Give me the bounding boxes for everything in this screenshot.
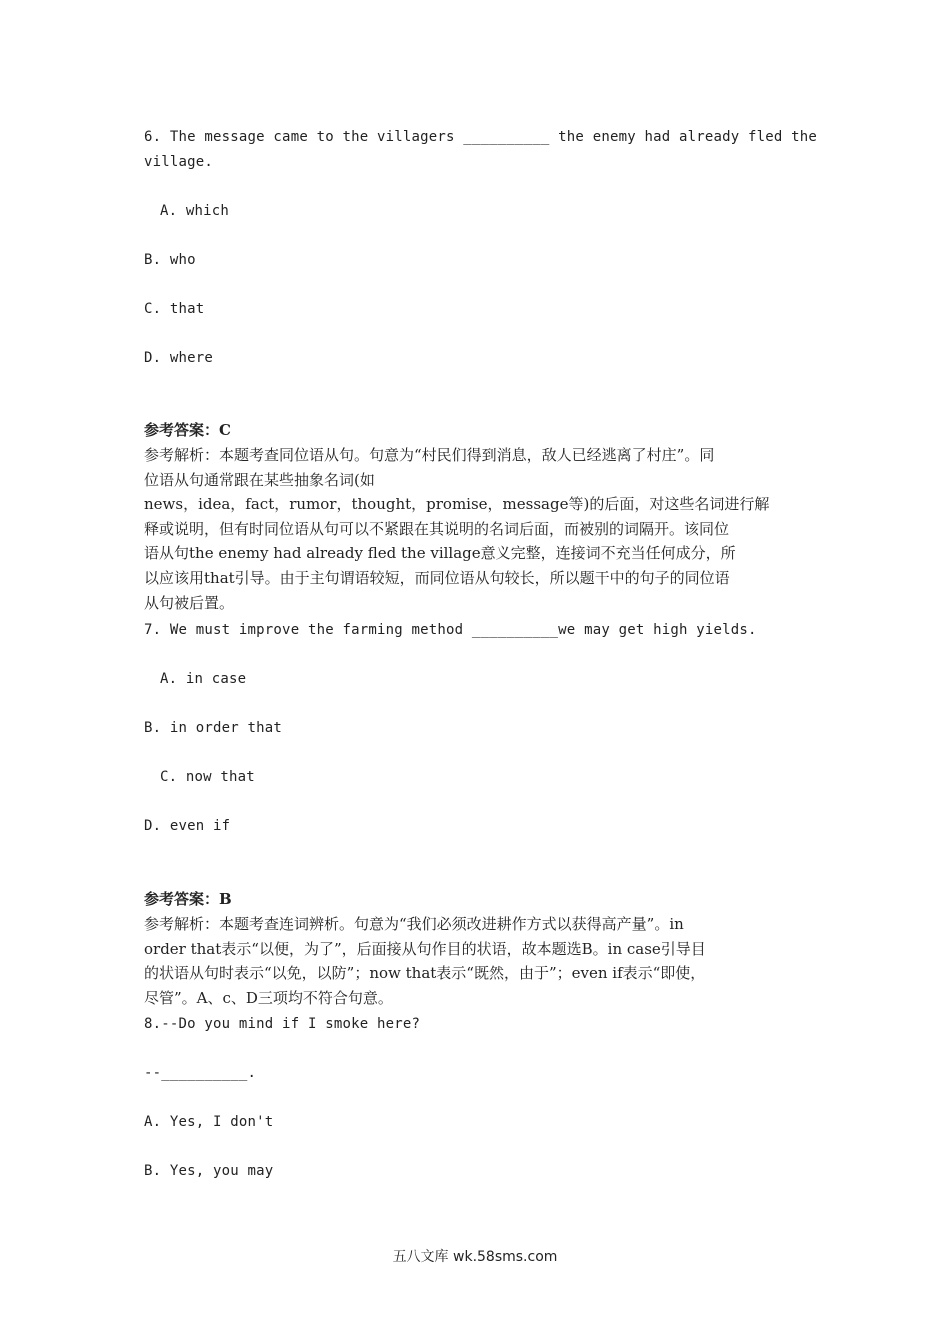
q7-option-c: C. now that [160,769,255,785]
q6-option-c: C. that [144,301,205,317]
q6-explanation-line: 释或说明，但有时同位语从句可以不紧跟在其说明的名词后面，而被别的词隔开。该同位 [144,519,730,538]
q7-explanation-line: 参考解析：本题考查连词辨析。句意为“我们必须改进耕作方式以获得高产量”。in [144,915,684,933]
q7-explanation-line: order that表示“以便，为了”，后面接从句作目的状语，故本题选B。in case引导目 [144,939,706,958]
q6-stem-line-1: 6. The message came to the villagers __________ the enemy had already fled the [144,129,818,145]
q6-explanation-line: 语从句the enemy had already fled the village意义完整，连接词不充当任何成分，所 [144,544,736,563]
q6-explanation-line: 从句被后置。 [144,593,235,612]
q6-option-b: B. who [144,252,196,268]
q6-explanation-line: 参考解析：本题考查同位语从句。句意为“村民们得到消息，敌人已经逃离了村庄”。同 [144,446,715,464]
page-footer-watermark: 五八文库 wk.58sms.com [392,1249,558,1265]
q6-explanation-line: 以应该用that引导。由于主句谓语较短，而同位语从句较长，所以题干中的句子的同位语 [144,568,730,587]
q7-option-b: B. in order that [144,720,283,736]
q8-option-a: A. Yes, I don't [144,1114,274,1130]
q7-explanation [144,912,806,1010]
q7-stem: 7. We must improve the farming method __________we may get high yields. [144,622,757,638]
q6-explanation [144,443,806,615]
q7-explanation-line: 尽管”。A、c、D三项均不符合句意。 [144,988,393,1007]
q6-stem-line-2: village. [144,154,214,170]
q7-option-a: A. in case [160,671,247,687]
q7-option-d: D. even if [144,818,231,834]
q8-reply: --__________. [144,1065,257,1081]
q6-option-a: A. which [160,203,230,219]
q8-option-b: B. Yes, you may [144,1163,274,1179]
q6-explanation-line: 位语从句通常跟在某些抽象名词(如 [144,470,375,489]
q6-explanation-line: news，idea，fact，rumor，thought，promise，message等)的后面，对这些名词进行解 [144,495,770,514]
q7-answer: 参考答案：B [144,890,232,908]
q8-stem: 8.--Do you mind if I smoke here? [144,1016,421,1032]
q7-explanation-line: 的状语从句时表示“以免，以防”；now that表示“既然，由于”；even if表示“即使， [144,964,706,983]
q6-option-d: D. where [144,350,214,366]
q6-answer: 参考答案：C [144,421,231,439]
